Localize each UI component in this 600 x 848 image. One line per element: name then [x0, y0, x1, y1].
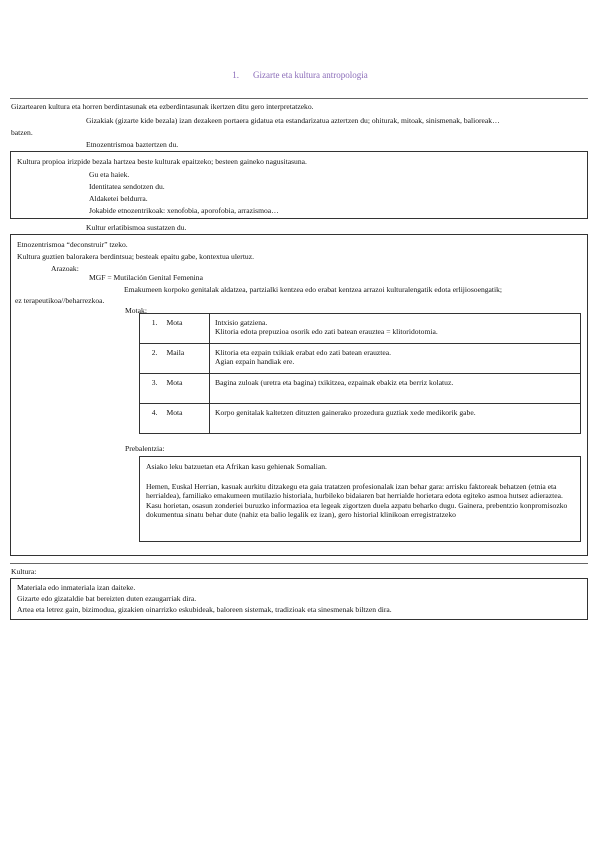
mgf-heading: MGF = Mutilación Genital Femenina	[89, 273, 203, 282]
type-description: Korpo genitalak kaltetzen dituzten gainerako prozedura guztiak xede medikorik gabe.	[210, 404, 581, 434]
prevalence-paragraph-2: Hemen, Euskal Herrian, kasuak aurkitu ditzakegu eta gaia tratatzen profesionalak izan behar gara: arrisku faktoreak behatzen (etnia eta herrialdea), familiako emakumeen mutilazio historiala, hurbileko bidaiaren bat herrialde horietara edota egiteko asmoa hutsez adieraztea. Kasu horietan, osasun zonderiei buruzko informazioa eta legeak zigortzen duela azpatu beharko dugu. Gainera, prebentzio konpromisozko dokumentua sinatu behar dute (nahiz eta balio legalik ez izan), gero historial klinikoan erregistratzeko	[146, 481, 568, 520]
type-number: 2.	[140, 344, 162, 374]
table-row	[140, 314, 581, 344]
culture-line-1: Materiala edo inmateriala izan daiteke.	[17, 583, 136, 592]
etnozentrismo-box	[10, 151, 588, 219]
type-number: 3.	[140, 374, 162, 404]
type-name: Maila	[162, 344, 210, 374]
types-label: Motak:	[125, 306, 147, 315]
mgf-types-table	[139, 313, 581, 434]
table-row	[140, 404, 581, 434]
type-name: Mota	[162, 374, 210, 404]
type-description: Klitoria eta ezpain txikiak erabat edo zati batean erauztea. Agian ezpain handiak ere.	[210, 344, 581, 374]
page-title	[0, 70, 600, 81]
relativism-heading: Kultur erlatibismoa sustatzen du.	[86, 223, 187, 232]
etno-item: Gu eta haiek.	[89, 170, 130, 179]
problems-label: Arazoak:	[51, 264, 79, 273]
intro-line-1: Gizartearen kultura eta horren berdintasunak eta ezberdintasunak ikertzen ditu gero interpretatzeko.	[11, 102, 314, 111]
type-name: Mota	[162, 404, 210, 434]
section-rule	[10, 563, 588, 564]
table-row	[140, 374, 581, 404]
type-number: 1.	[140, 314, 162, 344]
type-name: Mota	[162, 314, 210, 344]
intro-line-2b: batzen.	[11, 128, 33, 137]
relativism-line-1: Etnozentrismoa “deconstruir” tzeko.	[17, 240, 128, 249]
culture-line-3: Artea eta letrez gain, bizimodua, gizakien oinarrizko eskubideak, baloreen sistemak, tradizioak eta sinesmenak biltzen dira.	[17, 605, 392, 614]
top-rule	[10, 98, 588, 99]
culture-line-2: Gizarte edo gizataldie bat bereizten duten ezaugarriak dira.	[17, 594, 197, 603]
etno-item: Jokabide etnozentrikoak: xenofobia, aporofobia, arrazismoa…	[89, 206, 279, 215]
intro-line-2a: Gizakiak (gizarte kide bezala) izan dezakeen portaera gidatua eta estandarizatua aztertzen du; ohiturak, mitoak, sinismenak, balioreak…	[86, 116, 500, 125]
title-number: 1.	[232, 70, 240, 80]
prevalence-box	[139, 456, 581, 542]
mgf-description-2: ez terapeutikoa//beharrezkoa.	[15, 296, 105, 305]
type-number: 4.	[140, 404, 162, 434]
prevalence-label: Prebalentzia:	[125, 444, 165, 453]
culture-box	[10, 578, 588, 620]
etno-definition: Kultura propioa irizpide bezala hartzea beste kulturak epaitzeko; besteen gaineko nagusitasuna.	[17, 157, 307, 166]
mgf-description-1: Emakumeen korpoko genitalak aldatzea, partzialki kentzea edo erabat kentzea arrazoi kulturalengatik edota erlijiosoengatik;	[124, 285, 503, 294]
title-text: Gizarte eta kultura antropologia	[253, 70, 368, 80]
culture-heading: Kultura:	[11, 567, 37, 576]
table-row	[140, 344, 581, 374]
prevalence-paragraph-1: Asiako leku batzuetan eta Afrikan kasu gehienak Somalian.	[146, 462, 327, 471]
etno-item: Aldaketei beldurra.	[89, 194, 148, 203]
type-description: Bagina zuloak (uretra eta bagina) txikitzea, ezpainak ebakiz eta berriz kolatuz.	[210, 374, 581, 404]
etno-item: Identitatea sendotzen du.	[89, 182, 165, 191]
relativism-line-2: Kultura guztien balorakera berdintsua; besteak epaitu gabe, kontextua ulertuz.	[17, 252, 255, 261]
etnozentrismo-heading: Etnozentrismoa baztertzen du.	[86, 140, 179, 149]
type-description: Intxisio gatziena. Klitoria edota prepuzioa osorik edo zati batean erauztea = klitoridotomia.	[210, 314, 581, 344]
